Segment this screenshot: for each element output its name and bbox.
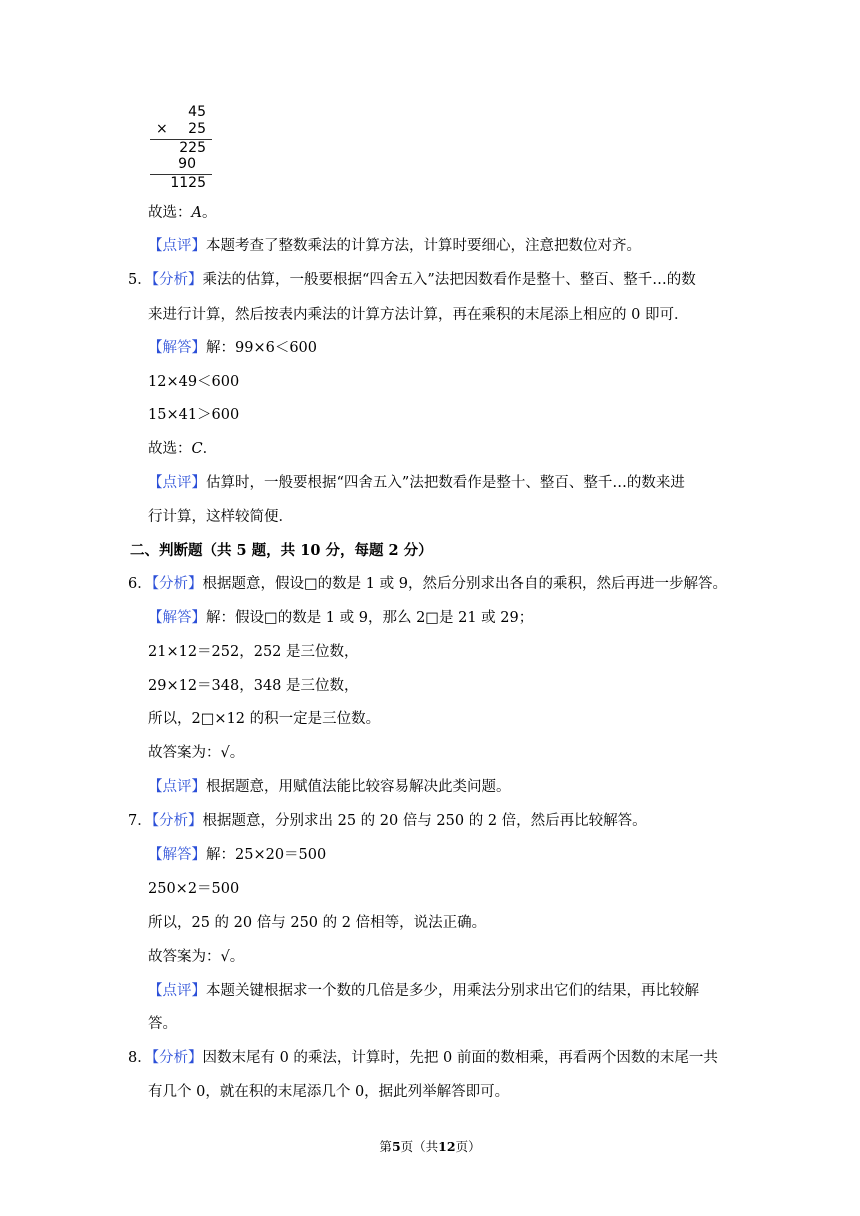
review-tag: 【点评】 bbox=[148, 475, 206, 491]
multiplicand: 45 bbox=[188, 104, 206, 120]
q6-line3: 29×12＝348，348 是三位数， bbox=[148, 678, 359, 694]
partial-product-1: 225 bbox=[179, 140, 206, 156]
multiply-sign: × bbox=[156, 121, 168, 137]
question-number: 8． bbox=[128, 1050, 152, 1066]
multiplier: 25 bbox=[188, 121, 206, 137]
q7-line4: 故答案为：√。 bbox=[148, 949, 245, 965]
q5-analysis-line1: 5．【分析】乘法的估算，一般要根据“四舍五入”法把因数看作是整十、整百、整千…的数 bbox=[128, 272, 696, 288]
section-heading: 二、判断题（共 5 题，共 10 分，每题 2 分） bbox=[130, 542, 433, 559]
q5-line2: 12×49＜600 bbox=[148, 374, 240, 390]
q7-answer: 【解答】解：25×20＝500 bbox=[148, 847, 327, 863]
q4-review: 【点评】本题考查了整数乘法的计算方法，计算时要细心，注意把数位对齐。 bbox=[148, 238, 641, 254]
analysis-tag: 【分析】 bbox=[151, 272, 203, 288]
q7-review-line1: 【点评】本题关键根据求一个数的几倍是多少，用乘法分别求出它们的结果，再比较解 bbox=[148, 983, 699, 999]
analysis-tag: 【分析】 bbox=[151, 813, 203, 829]
answer-tag: 【解答】 bbox=[148, 847, 206, 863]
q8-analysis-line1: 8．【分析】因数末尾有 0 的乘法，计算时，先把 0 前面的数相乘，再看两个因数的末尾一共 bbox=[128, 1050, 718, 1066]
vertical-multiplication bbox=[148, 104, 216, 192]
page-footer: 第5页（共12页） bbox=[379, 1139, 481, 1154]
q5-review-line1: 【点评】估算时，一般要根据“四舍五入”法把数看作是整十、整百、整千…的数来进 bbox=[148, 475, 685, 491]
q8-analysis-line2: 有几个 0，就在积的末尾添几个 0，据此列举解答即可。 bbox=[148, 1084, 510, 1100]
answer-tag: 【解答】 bbox=[148, 610, 206, 626]
q6-answer: 【解答】解：假设□的数是 1 或 9，那么 2□是 21 或 29； bbox=[148, 610, 534, 626]
q5-analysis-line2: 来进行计算，然后按表内乘法的计算方法计算，再在乘积的末尾添上相应的 0 即可． bbox=[148, 307, 689, 323]
analysis-tag: 【分析】 bbox=[151, 1050, 203, 1066]
review-tag: 【点评】 bbox=[148, 779, 206, 795]
q6-review: 【点评】根据题意，用赋值法能比较容易解决此类问题。 bbox=[148, 779, 511, 795]
q5-review-line2: 行计算，这样较简便． bbox=[148, 509, 293, 525]
total-pages: 12 bbox=[438, 1139, 456, 1154]
q7-line2: 250×2＝500 bbox=[148, 881, 240, 897]
q6-line2: 21×12＝252，252 是三位数， bbox=[148, 644, 359, 660]
partial-product-2: 90 bbox=[178, 156, 196, 172]
q6-line5: 故答案为：√。 bbox=[148, 745, 245, 761]
q7-line3: 所以，25 的 20 倍与 250 的 2 倍相等，说法正确。 bbox=[148, 915, 487, 931]
answer-tag: 【解答】 bbox=[148, 340, 206, 356]
review-tag: 【点评】 bbox=[148, 238, 206, 254]
page-number: 5 bbox=[391, 1139, 401, 1154]
review-tag: 【点评】 bbox=[148, 983, 206, 999]
q5-line3: 15×41＞600 bbox=[148, 407, 240, 423]
q6-line4: 所以，2□×12 的积一定是三位数。 bbox=[148, 711, 381, 727]
question-number: 7． bbox=[128, 813, 152, 829]
final-product: 1125 bbox=[170, 175, 206, 191]
question-number: 6． bbox=[128, 576, 152, 592]
q5-answer: 【解答】解：99×6＜600 bbox=[148, 340, 318, 356]
analysis-tag: 【分析】 bbox=[151, 576, 203, 592]
q5-choice: 故选：C． bbox=[148, 441, 218, 457]
q7-review-line2: 答。 bbox=[148, 1016, 177, 1032]
q6-analysis: 6．【分析】根据题意，假设□的数是 1 或 9，然后分别求出各自的乘积，然后再进一步解答。 bbox=[128, 576, 727, 592]
q4-choice: 故选：A。 bbox=[148, 205, 217, 221]
question-number: 5． bbox=[128, 272, 152, 288]
q7-analysis: 7．【分析】根据题意，分别求出 25 的 20 倍与 250 的 2 倍，然后再比较解答。 bbox=[128, 813, 647, 829]
